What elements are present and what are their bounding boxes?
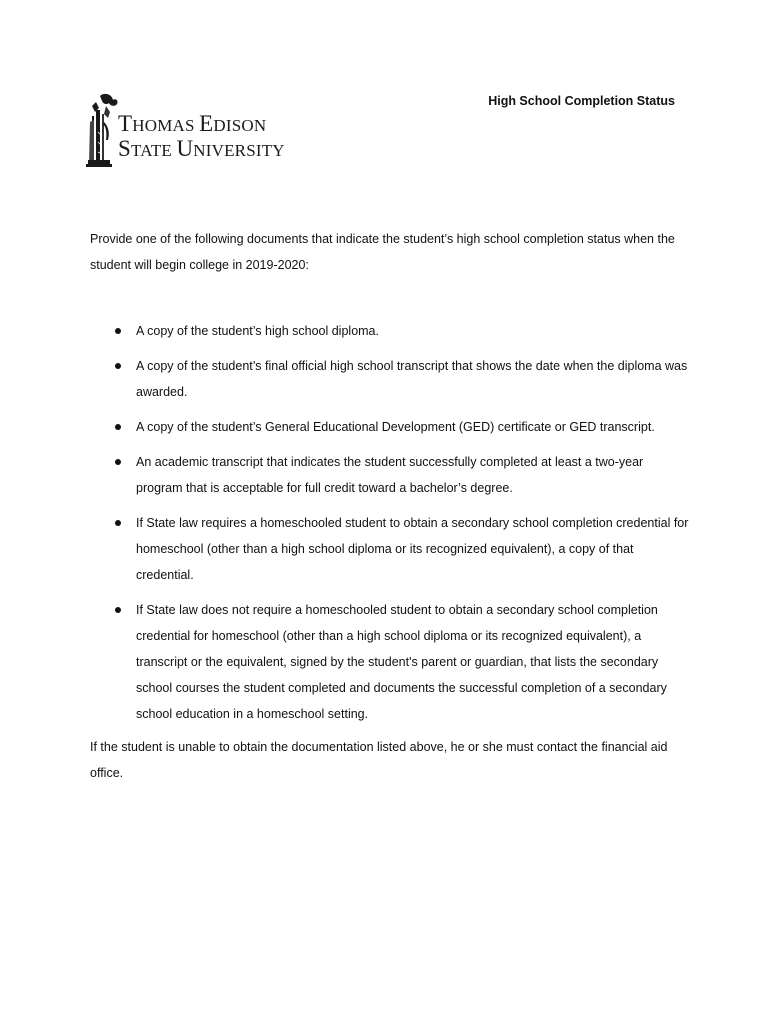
logo-line-1: THOMAS EDISON [118, 111, 267, 136]
university-logo [86, 92, 296, 168]
document-options-list [90, 318, 690, 736]
list-item [90, 318, 690, 344]
bullet-icon [115, 520, 121, 526]
bullet-icon [115, 328, 121, 334]
list-item-text: If State law does not require a homeschooled student to obtain a secondary school completion credential for homeschool (other than a high school diploma or its recognized equivalent), a transcript or the equivalent, signed by the student's parent or guardian, that lists the secondary school courses the student completed and documents the successful completion of a secondary school education in a homeschool setting. [136, 603, 667, 721]
list-item [90, 414, 690, 440]
document-body [90, 226, 690, 780]
list-item [90, 597, 690, 727]
list-item [90, 510, 690, 588]
closing-paragraph: If the student is unable to obtain the documentation listed above, he or she must contact the financial aid office. [90, 740, 668, 780]
list-item [90, 353, 690, 405]
logo-wordmark [118, 112, 285, 160]
list-item-text: A copy of the student’s high school diploma. [136, 324, 379, 338]
list-item-text: A copy of the student’s General Educational Development (GED) certificate or GED transcript. [136, 420, 655, 434]
bullet-icon [115, 363, 121, 369]
bullet-icon [115, 459, 121, 465]
logo-line-2: STATE UNIVERSITY [118, 136, 285, 161]
list-item-text: An academic transcript that indicates the student successfully completed at least a two-year program that is acceptable for full credit toward a bachelor’s degree. [136, 455, 644, 495]
bullet-icon [115, 424, 121, 430]
list-item [90, 449, 690, 501]
list-item-text: A copy of the student’s final official high school transcript that shows the date when the diploma was awarded. [136, 359, 688, 399]
intro-paragraph: Provide one of the following documents that indicate the student’s high school completion status when the student will begin college in 2019-2020: [90, 232, 675, 272]
edison-statue-icon [86, 92, 120, 168]
list-item-text: If State law requires a homeschooled student to obtain a secondary school completion credential for homeschool (other than a high school diploma or its recognized equivalent), a copy of that credential. [136, 516, 689, 582]
document-title: High School Completion Status [488, 94, 675, 108]
bullet-icon [115, 607, 121, 613]
